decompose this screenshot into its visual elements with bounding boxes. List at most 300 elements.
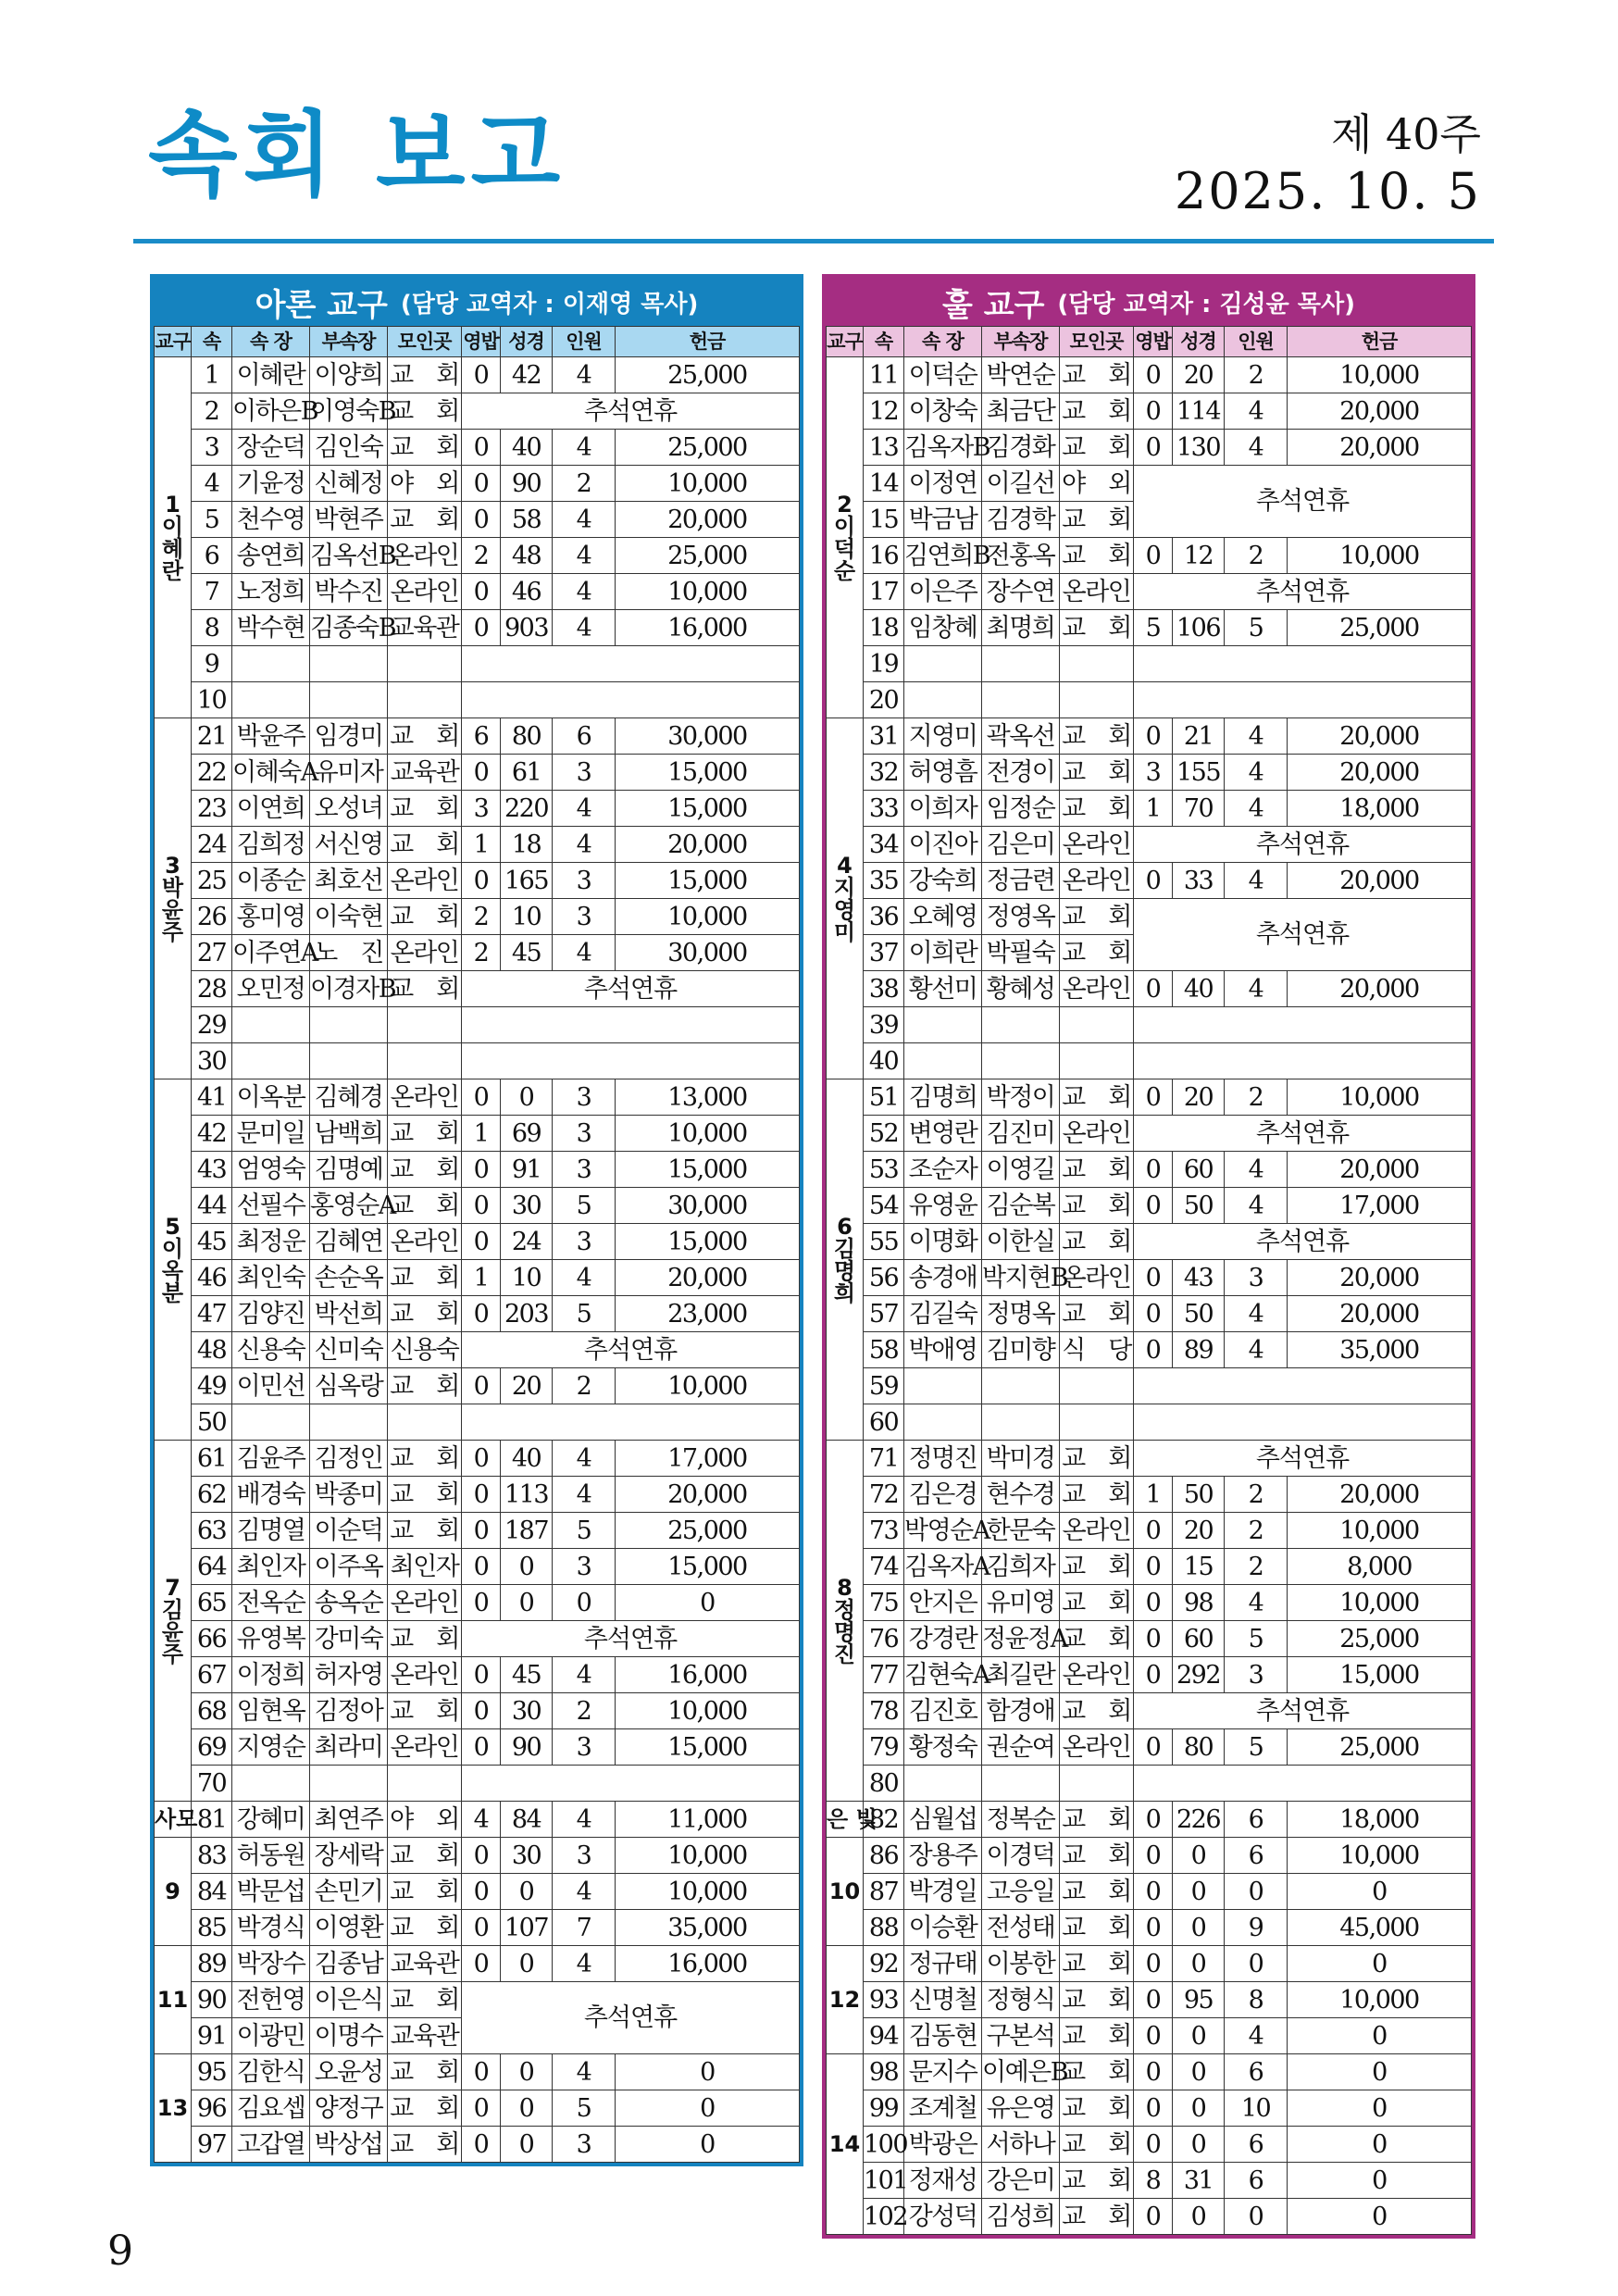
table-row xyxy=(155,1116,800,1152)
group-label xyxy=(155,357,192,718)
column-header: 성경 xyxy=(1173,327,1225,357)
cell-bible: 80 xyxy=(501,718,553,755)
cell-offering: 10,000 xyxy=(1288,1838,1472,1874)
cell-leader xyxy=(232,1404,310,1441)
table-row xyxy=(155,1079,800,1116)
cell-sok: 37 xyxy=(864,935,904,971)
cell-sok: 12 xyxy=(864,393,904,430)
cell-place: 교 회 xyxy=(1060,1152,1134,1188)
cell-bible: 84 xyxy=(501,1802,553,1838)
cell-place: 교 회 xyxy=(1060,791,1134,827)
cell-meal: 0 xyxy=(462,1549,501,1585)
cell-attendance: 5 xyxy=(1225,1729,1288,1766)
cell-leader xyxy=(904,1404,982,1441)
cell-leader: 김한식 xyxy=(232,2054,310,2090)
cell-sok: 38 xyxy=(864,971,904,1007)
table-row xyxy=(155,1441,800,1477)
cell-sok: 34 xyxy=(864,827,904,863)
cell-place: 교 회 xyxy=(388,393,462,430)
table-row xyxy=(155,538,800,574)
table-row xyxy=(827,1260,1472,1296)
cell-leader: 이혜숙A xyxy=(232,755,310,791)
cell-offering: 20,000 xyxy=(1288,430,1472,466)
cell-meal: 0 xyxy=(1134,1982,1173,2018)
cell-sok: 27 xyxy=(192,935,232,971)
cell-sok: 55 xyxy=(864,1224,904,1260)
cell-bible: 90 xyxy=(501,1729,553,1766)
cell-leader: 이옥분 xyxy=(232,1079,310,1116)
cell-subleader: 이순덕 xyxy=(310,1513,388,1549)
cell-subleader xyxy=(982,682,1060,718)
cell-leader: 신용숙 xyxy=(232,1332,310,1368)
cell-offering: 25,000 xyxy=(1288,1621,1472,1657)
cell-leader: 이종순 xyxy=(232,863,310,899)
cell-place: 교 회 xyxy=(388,1838,462,1874)
cell-sok: 45 xyxy=(192,1224,232,1260)
cell-offering: 15,000 xyxy=(616,1549,800,1585)
cell-meal: 1 xyxy=(462,1116,501,1152)
cell-leader: 오민정 xyxy=(232,971,310,1007)
cell-subleader: 강미숙 xyxy=(310,1621,388,1657)
table-row xyxy=(155,393,800,430)
cell-offering: 16,000 xyxy=(616,1657,800,1693)
group-label-char: 13 xyxy=(156,2095,189,2121)
cell-leader: 이은주 xyxy=(904,574,982,610)
table-row xyxy=(155,718,800,755)
column-header: 교구 xyxy=(155,327,192,357)
cell-leader: 황정숙 xyxy=(904,1729,982,1766)
cell-sok: 67 xyxy=(192,1657,232,1693)
cell-sok: 58 xyxy=(864,1332,904,1368)
cell-attendance: 4 xyxy=(553,574,616,610)
cell-attendance: 4 xyxy=(1225,1332,1288,1368)
cell-subleader: 김진미 xyxy=(982,1116,1060,1152)
cell-leader: 박애영 xyxy=(904,1332,982,1368)
cell-subleader: 박미경 xyxy=(982,1441,1060,1477)
cell-leader xyxy=(904,646,982,682)
cell-place xyxy=(1060,1368,1134,1404)
cell-offering: 20,000 xyxy=(1288,393,1472,430)
cell-leader: 김동현 xyxy=(904,2018,982,2054)
column-header: 헌금 xyxy=(616,327,800,357)
cell-sok: 28 xyxy=(192,971,232,1007)
cell-sok: 60 xyxy=(864,1404,904,1441)
cell-sok: 18 xyxy=(864,610,904,646)
table-row xyxy=(155,1332,800,1368)
cell-offering: 0 xyxy=(1288,2054,1472,2090)
cell-leader: 이주연A xyxy=(232,935,310,971)
cell-offering: 20,000 xyxy=(1288,971,1472,1007)
cell-place xyxy=(388,682,462,718)
cell-empty xyxy=(462,1404,800,1441)
cell-offering: 0 xyxy=(1288,2163,1472,2199)
cell-sok: 75 xyxy=(864,1585,904,1621)
cell-bible: 69 xyxy=(501,1116,553,1152)
cell-leader: 김연희B xyxy=(904,538,982,574)
cell-attendance: 6 xyxy=(1225,2054,1288,2090)
cell-meal: 1 xyxy=(462,827,501,863)
group-label xyxy=(155,718,192,1079)
cell-offering: 20,000 xyxy=(616,502,800,538)
group-label xyxy=(155,1802,198,1838)
cell-offering: 15,000 xyxy=(616,863,800,899)
cell-offering: 16,000 xyxy=(616,610,800,646)
cell-bible: 40 xyxy=(501,1441,553,1477)
cell-sok: 17 xyxy=(864,574,904,610)
cell-leader: 박경일 xyxy=(904,1874,982,1910)
group-label-char: 명 xyxy=(833,1618,856,1645)
cell-attendance: 2 xyxy=(1225,1477,1288,1513)
cell-subleader: 김미향 xyxy=(982,1332,1060,1368)
cell-offering: 0 xyxy=(616,2054,800,2090)
cell-subleader xyxy=(310,1766,388,1802)
cell-bible: 0 xyxy=(501,1874,553,1910)
group-label xyxy=(827,1079,864,1441)
cell-subleader xyxy=(310,646,388,682)
cell-offering: 35,000 xyxy=(616,1910,800,1946)
table-row xyxy=(827,1693,1472,1729)
cell-attendance: 5 xyxy=(553,2090,616,2127)
group-label-char: 은 빛 xyxy=(827,1806,877,1832)
table-row xyxy=(827,1079,1472,1116)
table-row xyxy=(827,1368,1472,1404)
cell-leader: 정규태 xyxy=(904,1946,982,1982)
column-header: 헌금 xyxy=(1288,327,1472,357)
cell-place: 교 회 xyxy=(388,1368,462,1404)
cell-attendance: 4 xyxy=(553,610,616,646)
cell-bible: 0 xyxy=(1173,2054,1225,2090)
cell-bible: 40 xyxy=(501,430,553,466)
cell-leader xyxy=(904,682,982,718)
cell-sok: 19 xyxy=(864,646,904,682)
cell-leader: 김희정 xyxy=(232,827,310,863)
cell-subleader: 서신영 xyxy=(310,827,388,863)
table-row xyxy=(155,1513,800,1549)
table-row xyxy=(155,827,800,863)
cell-subleader: 박지현B xyxy=(982,1260,1060,1296)
cell-offering: 10,000 xyxy=(1288,1513,1472,1549)
cell-place: 교 회 xyxy=(388,502,462,538)
cell-sok: 78 xyxy=(864,1693,904,1729)
cell-place: 온라인 xyxy=(1060,863,1134,899)
table-row xyxy=(827,1441,1472,1477)
cell-place xyxy=(1060,1766,1134,1802)
cell-place: 교 회 xyxy=(1060,1224,1134,1260)
cell-attendance: 6 xyxy=(1225,1802,1288,1838)
cell-empty xyxy=(462,646,800,682)
cell-bible: 0 xyxy=(501,2127,553,2163)
cell-attendance: 2 xyxy=(553,466,616,502)
group-label xyxy=(827,2054,864,2235)
group-label-char: 10 xyxy=(828,1878,861,1904)
cell-offering: 0 xyxy=(1288,2127,1472,2163)
cell-sok: 24 xyxy=(192,827,232,863)
group-label xyxy=(155,2054,192,2163)
column-header: 속 장 xyxy=(904,327,982,357)
cell-leader: 최정운 xyxy=(232,1224,310,1260)
cell-subleader: 임정순 xyxy=(982,791,1060,827)
cell-bible: 187 xyxy=(501,1513,553,1549)
cell-meal: 0 xyxy=(462,502,501,538)
cell-sok: 50 xyxy=(192,1404,232,1441)
cell-bible: 45 xyxy=(501,1657,553,1693)
cell-leader xyxy=(904,1368,982,1404)
cell-leader xyxy=(232,1043,310,1079)
cell-sok: 74 xyxy=(864,1549,904,1585)
cell-offering: 30,000 xyxy=(616,935,800,971)
cell-attendance: 2 xyxy=(1225,1549,1288,1585)
table-row xyxy=(827,827,1472,863)
cell-place: 교육관 xyxy=(388,755,462,791)
cell-offering: 0 xyxy=(616,2127,800,2163)
cell-attendance: 2 xyxy=(1225,357,1288,393)
cell-attendance: 0 xyxy=(1225,1874,1288,1910)
cell-sok: 26 xyxy=(192,899,232,935)
cell-subleader: 손민기 xyxy=(310,1874,388,1910)
table-row xyxy=(155,1368,800,1404)
cell-subleader: 최라미 xyxy=(310,1729,388,1766)
cell-leader: 정재성 xyxy=(904,2163,982,2199)
cell-place: 교 회 xyxy=(1060,935,1134,971)
cell-subleader: 송옥순 xyxy=(310,1585,388,1621)
cell-subleader: 김성희 xyxy=(982,2199,1060,2235)
cell-subleader: 최길란 xyxy=(982,1657,1060,1693)
cell-place: 교 회 xyxy=(388,791,462,827)
cell-subleader: 김종숙B xyxy=(310,610,388,646)
cell-bible: 106 xyxy=(1173,610,1225,646)
cell-subleader xyxy=(982,1043,1060,1079)
table-row xyxy=(155,1188,800,1224)
table-row xyxy=(827,1188,1472,1224)
cell-meal: 0 xyxy=(462,1874,501,1910)
cell-subleader: 곽옥선 xyxy=(982,718,1060,755)
cell-offering: 10,000 xyxy=(1288,1585,1472,1621)
cell-offering: 10,000 xyxy=(616,1874,800,1910)
table-row xyxy=(827,1802,1472,1838)
cell-place xyxy=(388,1043,462,1079)
cell-place: 교 회 xyxy=(388,1477,462,1513)
cell-offering: 0 xyxy=(1288,1874,1472,1910)
cell-place xyxy=(1060,1007,1134,1043)
cell-place xyxy=(1060,1404,1134,1441)
cell-attendance: 5 xyxy=(553,1188,616,1224)
cell-attendance: 6 xyxy=(553,718,616,755)
cell-offering: 35,000 xyxy=(1288,1332,1472,1368)
cell-leader: 강경란 xyxy=(904,1621,982,1657)
cell-meal: 0 xyxy=(1134,971,1173,1007)
cell-meal: 0 xyxy=(462,1838,501,1874)
week-number: 제 40주 xyxy=(1330,109,1481,159)
table-row xyxy=(155,1585,800,1621)
cell-place: 교 회 xyxy=(388,1441,462,1477)
cell-leader: 오혜영 xyxy=(904,899,982,935)
cell-attendance: 8 xyxy=(1225,1982,1288,2018)
cell-attendance: 9 xyxy=(1225,1910,1288,1946)
cell-sok: 16 xyxy=(864,538,904,574)
cell-bible: 91 xyxy=(501,1152,553,1188)
cell-place: 교 회 xyxy=(388,1910,462,1946)
cell-subleader: 김희자 xyxy=(982,1549,1060,1585)
cell-meal: 1 xyxy=(1134,791,1173,827)
cell-attendance: 6 xyxy=(1225,2163,1288,2199)
cell-sok: 81 xyxy=(192,1802,232,1838)
cell-attendance: 3 xyxy=(553,1116,616,1152)
cell-bible: 50 xyxy=(1173,1477,1225,1513)
cell-subleader: 오성녀 xyxy=(310,791,388,827)
cell-meal: 0 xyxy=(462,574,501,610)
cell-meal: 0 xyxy=(462,1079,501,1116)
report-table xyxy=(154,326,800,2163)
table-row xyxy=(827,1729,1472,1766)
cell-place: 교 회 xyxy=(388,1296,462,1332)
cell-subleader: 정명옥 xyxy=(982,1296,1060,1332)
cell-subleader: 오윤성 xyxy=(310,2054,388,2090)
cell-leader: 장용주 xyxy=(904,1838,982,1874)
cell-bible: 165 xyxy=(501,863,553,899)
cell-attendance: 3 xyxy=(1225,1657,1288,1693)
cell-attendance: 3 xyxy=(553,863,616,899)
cell-meal: 1 xyxy=(1134,1477,1173,1513)
cell-sok: 57 xyxy=(864,1296,904,1332)
cell-sok: 53 xyxy=(864,1152,904,1188)
table-row xyxy=(155,755,800,791)
cell-meal: 0 xyxy=(1134,1910,1173,1946)
cell-leader: 김양진 xyxy=(232,1296,310,1332)
table-row xyxy=(827,1477,1472,1513)
cell-leader: 김진호 xyxy=(904,1693,982,1729)
cell-place: 온라인 xyxy=(1060,1513,1134,1549)
cell-place: 최인자 xyxy=(388,1549,462,1585)
table-row xyxy=(155,1404,800,1441)
column-header: 모인곳 xyxy=(1060,327,1134,357)
cell-bible: 20 xyxy=(1173,357,1225,393)
cell-offering: 0 xyxy=(616,1585,800,1621)
cell-meal: 0 xyxy=(462,755,501,791)
cell-offering: 15,000 xyxy=(616,755,800,791)
group-label-char: 미 xyxy=(833,918,856,945)
cell-attendance: 3 xyxy=(553,1729,616,1766)
cell-sok: 7 xyxy=(192,574,232,610)
cell-offering: 10,000 xyxy=(616,574,800,610)
page-title: 속회 보고 xyxy=(148,101,566,209)
cell-place: 교 회 xyxy=(388,1152,462,1188)
header-divider xyxy=(133,239,1494,243)
cell-subleader: 박연순 xyxy=(982,357,1060,393)
cell-bible: 292 xyxy=(1173,1657,1225,1693)
cell-offering: 0 xyxy=(1288,2199,1472,2235)
cell-attendance: 4 xyxy=(1225,1296,1288,1332)
table-row xyxy=(827,538,1472,574)
cell-leader: 박경식 xyxy=(232,1910,310,1946)
holiday-note: 추석연휴 xyxy=(1134,1116,1472,1152)
cell-attendance: 3 xyxy=(553,2127,616,2163)
cell-subleader: 정형식 xyxy=(982,1982,1060,2018)
cell-attendance: 2 xyxy=(1225,1079,1288,1116)
holiday-note: 추석연휴 xyxy=(1134,827,1472,863)
cell-place: 교 회 xyxy=(388,2054,462,2090)
cell-sok: 56 xyxy=(864,1260,904,1296)
cell-place: 교 회 xyxy=(1060,610,1134,646)
cell-subleader: 전성태 xyxy=(982,1910,1060,1946)
cell-meal: 2 xyxy=(462,899,501,935)
cell-leader xyxy=(232,682,310,718)
cell-bible: 42 xyxy=(501,357,553,393)
group-label xyxy=(827,357,864,718)
cell-attendance: 4 xyxy=(553,935,616,971)
cell-offering: 10,000 xyxy=(1288,1982,1472,2018)
table-row xyxy=(827,646,1472,682)
cell-attendance: 4 xyxy=(1225,1188,1288,1224)
cell-sok: 2 xyxy=(192,393,232,430)
cell-offering: 11,000 xyxy=(616,1802,800,1838)
cell-sok: 63 xyxy=(192,1513,232,1549)
cell-place: 온라인 xyxy=(388,538,462,574)
cell-attendance: 6 xyxy=(1225,1838,1288,1874)
cell-sok: 100 xyxy=(864,2127,904,2163)
cell-meal: 0 xyxy=(1134,1729,1173,1766)
cell-offering: 20,000 xyxy=(1288,718,1472,755)
holiday-note: 추석연휴 xyxy=(462,1332,800,1368)
cell-sok: 41 xyxy=(192,1079,232,1116)
cell-place: 교 회 xyxy=(1060,1910,1134,1946)
cell-place: 온라인 xyxy=(388,574,462,610)
cell-meal: 0 xyxy=(1134,1802,1173,1838)
cell-place: 교 회 xyxy=(388,1621,462,1657)
cell-subleader: 이경덕 xyxy=(982,1838,1060,1874)
cell-leader: 문지수 xyxy=(904,2054,982,2090)
cell-place: 온라인 xyxy=(1060,1729,1134,1766)
cell-subleader: 김경화 xyxy=(982,430,1060,466)
cell-meal: 0 xyxy=(1134,1838,1173,1874)
cell-bible: 98 xyxy=(1173,1585,1225,1621)
holiday-note: 추석연휴 xyxy=(462,1982,800,2054)
cell-subleader: 장수연 xyxy=(982,574,1060,610)
cell-bible: 0 xyxy=(501,1585,553,1621)
cell-subleader: 노 진 xyxy=(310,935,388,971)
cell-place: 교 회 xyxy=(388,1260,462,1296)
cell-empty xyxy=(1134,1007,1472,1043)
cell-subleader: 이영환 xyxy=(310,1910,388,1946)
table-row xyxy=(827,1152,1472,1188)
cell-bible: 33 xyxy=(1173,863,1225,899)
cell-place: 교 회 xyxy=(1060,899,1134,935)
cell-place: 교 회 xyxy=(388,1693,462,1729)
cell-subleader: 김종남 xyxy=(310,1946,388,1982)
cell-subleader: 김옥선B xyxy=(310,538,388,574)
table-row xyxy=(155,502,800,538)
cell-offering: 10,000 xyxy=(616,1838,800,1874)
group-label-char: 이 xyxy=(833,513,856,540)
cell-place: 교 회 xyxy=(1060,2018,1134,2054)
table-row xyxy=(827,466,1472,502)
cell-leader: 최인자 xyxy=(232,1549,310,1585)
cell-offering: 10,000 xyxy=(616,1116,800,1152)
cell-subleader: 남백희 xyxy=(310,1116,388,1152)
group-label-char: 진 xyxy=(833,1641,856,1667)
cell-leader: 김윤주 xyxy=(232,1441,310,1477)
group-label-char: 주 xyxy=(161,1641,184,1667)
cell-leader: 문미일 xyxy=(232,1116,310,1152)
cell-sok: 15 xyxy=(864,502,904,538)
cell-leader: 홍미영 xyxy=(232,899,310,935)
cell-place: 교 회 xyxy=(1060,1621,1134,1657)
cell-offering: 0 xyxy=(1288,2018,1472,2054)
cell-leader xyxy=(232,646,310,682)
cell-leader: 이연희 xyxy=(232,791,310,827)
cell-leader: 엄영숙 xyxy=(232,1152,310,1188)
table-row xyxy=(155,1043,800,1079)
cell-leader: 전옥순 xyxy=(232,1585,310,1621)
